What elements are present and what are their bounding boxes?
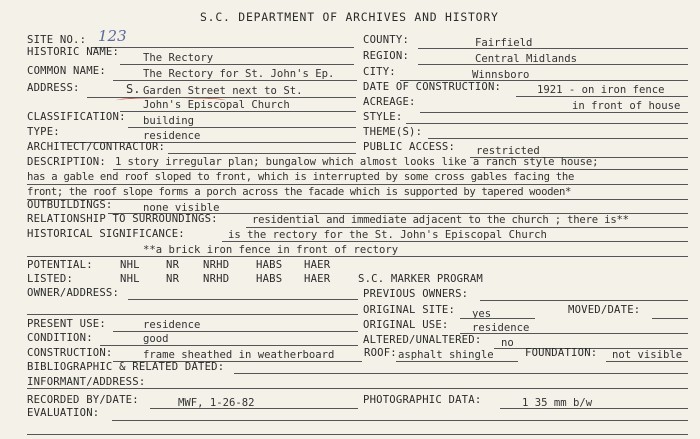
evaluation-line xyxy=(112,420,688,421)
address-line-2 xyxy=(120,111,356,112)
historic-name-line xyxy=(120,64,354,65)
marker-program-label: S.C. MARKER PROGRAM xyxy=(358,273,483,285)
architect-label: ARCHITECT/CONTRACTOR: xyxy=(27,141,166,153)
condition-label: CONDITION: xyxy=(27,332,93,344)
photographic-label: PHOTOGRAPHIC DATA: xyxy=(363,394,482,406)
relationship-line xyxy=(246,227,688,228)
card-title: S.C. DEPARTMENT OF ARCHIVES AND HISTORY xyxy=(200,10,499,24)
classification-line xyxy=(128,127,356,128)
previous-owners-line xyxy=(480,300,688,301)
significance-note: **a brick iron fence in front of rectory xyxy=(143,244,399,256)
evaluation-line-2 xyxy=(27,434,688,435)
site-no-value: 123 xyxy=(98,27,127,45)
potential-haer: HAER xyxy=(304,259,331,271)
owner-label: OWNER/ADDRESS: xyxy=(27,287,120,299)
present-use-label: PRESENT USE: xyxy=(27,318,106,330)
significance-label: HISTORICAL SIGNIFICANCE: xyxy=(27,228,185,240)
address-line-1 xyxy=(87,97,356,98)
description-underline-2 xyxy=(27,184,688,185)
county-value: Fairfield xyxy=(475,37,533,49)
altered-value: no xyxy=(501,337,514,349)
acreage-line xyxy=(420,112,688,113)
date-value: 1921 - on iron fence xyxy=(537,84,665,96)
foundation-line xyxy=(606,361,688,362)
owner-line-2 xyxy=(27,314,358,315)
bibliographic-label: BIBLIOGRAPHIC & RELATED DATED: xyxy=(27,361,225,373)
potential-nhl: NHL xyxy=(120,259,140,271)
informant-line xyxy=(27,388,688,389)
type-value: residence xyxy=(143,130,201,142)
foundation-label: FOUNDATION: xyxy=(525,347,598,359)
region-label: REGION: xyxy=(363,50,410,62)
common-name-line xyxy=(113,80,357,81)
description-line-3: front; the roof slope forms a porch across the facade which is supported by tapered wooden* xyxy=(27,186,571,198)
description-underline-3 xyxy=(27,199,688,200)
outbuildings-label: OUTBUILDINGS: xyxy=(27,199,113,211)
public-access-value: restricted xyxy=(476,145,540,157)
common-name-label: COMMON NAME: xyxy=(27,65,106,77)
moved-date-label: MOVED/DATE: xyxy=(568,304,641,316)
original-site-value: yes xyxy=(472,308,492,320)
county-line xyxy=(418,48,688,49)
acreage-value: in front of house xyxy=(572,100,681,112)
style-line xyxy=(406,123,688,124)
owner-line xyxy=(128,299,358,300)
address-value-2: John's Episcopal Church xyxy=(143,99,290,111)
address-prefix: S. xyxy=(126,82,141,96)
construction-label: CONSTRUCTION: xyxy=(27,347,113,359)
significance-line-2 xyxy=(27,256,688,257)
potential-label: POTENTIAL: xyxy=(27,259,93,271)
description-label: DESCRIPTION: xyxy=(27,156,106,168)
listed-nr: NR xyxy=(166,273,180,285)
architect-line xyxy=(168,153,356,154)
roof-value: asphalt shingle xyxy=(398,349,494,361)
city-label: CITY: xyxy=(363,66,396,78)
outbuildings-value: none visible xyxy=(143,202,220,214)
bibliographic-line xyxy=(234,373,688,374)
relationship-label: RELATIONSHIP TO SURROUNDINGS: xyxy=(27,213,218,225)
informant-label: INFORMANT/ADDRESS: xyxy=(27,376,146,388)
listed-nrhd: NRHD xyxy=(203,273,230,285)
potential-habs: HABS xyxy=(256,259,283,271)
description-line-2: has a gable end roof sloped to front, which is interrupted by some cross gables facing the xyxy=(27,171,575,183)
public-access-label: PUBLIC ACCESS: xyxy=(363,141,456,153)
city-value: Winnsboro xyxy=(472,69,530,81)
foundation-value: not visible xyxy=(612,349,683,361)
condition-line xyxy=(100,345,358,346)
listed-label: LISTED: xyxy=(27,273,74,285)
original-use-value: residence xyxy=(472,322,530,334)
acreage-label: ACREAGE: xyxy=(363,96,416,108)
original-use-label: ORIGINAL USE: xyxy=(363,319,449,331)
address-value-1: Garden Street next to St. xyxy=(143,85,303,97)
moved-date-line xyxy=(652,318,688,319)
listed-nhl: NHL xyxy=(120,273,140,285)
relationship-value: residential and immediate adjacent to the church ; there is** xyxy=(252,214,629,226)
significance-value: is the rectory for the St. John's Episcopal Church xyxy=(228,229,547,241)
theme-label: THEME(S): xyxy=(363,126,423,138)
previous-owners-label: PREVIOUS OWNERS: xyxy=(363,288,469,300)
recorded-line xyxy=(150,408,358,409)
condition-value: good xyxy=(143,333,169,345)
potential-nr: NR xyxy=(166,259,180,271)
region-line xyxy=(418,64,688,65)
photographic-line xyxy=(500,408,688,409)
significance-line xyxy=(222,241,688,242)
potential-nrhd: NRHD xyxy=(203,259,230,271)
present-use-line xyxy=(113,331,358,332)
date-line xyxy=(516,96,688,97)
type-label: TYPE: xyxy=(27,126,60,138)
historic-name-label: HISTORIC NAME: xyxy=(27,46,120,58)
historic-name-value: The Rectory xyxy=(143,52,214,64)
construction-value: frame sheathed in weatherboard xyxy=(143,349,335,361)
original-site-label: ORIGINAL SITE: xyxy=(363,304,456,316)
address-label: ADDRESS: xyxy=(27,82,80,94)
description-line-1: 1 story irregular plan; bungalow which almost looks like a ranch style house; xyxy=(115,156,599,168)
common-name-value: The Rectory for St. John's Ep. xyxy=(143,68,335,80)
site-no-line xyxy=(92,47,354,48)
roof-line xyxy=(396,361,518,362)
listed-habs: HABS xyxy=(256,273,283,285)
original-site-line xyxy=(460,318,535,319)
listed-haer: HAER xyxy=(304,273,331,285)
recorded-label: RECORDED BY/DATE: xyxy=(27,394,139,406)
original-use-line xyxy=(460,333,688,334)
region-value: Central Midlands xyxy=(475,53,578,65)
site-no-label: SITE NO.: xyxy=(27,34,87,46)
description-underline-1 xyxy=(113,169,688,170)
theme-line xyxy=(428,138,688,139)
classification-label: CLASSIFICATION: xyxy=(27,111,126,123)
county-label: COUNTY: xyxy=(363,34,410,46)
classification-value: building xyxy=(143,115,195,127)
evaluation-label: EVALUATION: xyxy=(27,407,100,419)
style-label: STYLE: xyxy=(363,111,403,123)
present-use-value: residence xyxy=(143,319,201,331)
photographic-value: 1 35 mm b/w xyxy=(522,397,593,409)
date-label: DATE OF CONSTRUCTION: xyxy=(363,81,502,93)
recorded-value: MWF, 1-26-82 xyxy=(178,397,255,409)
altered-label: ALTERED/UNALTERED: xyxy=(363,334,482,346)
roof-label: ROOF: xyxy=(364,347,397,359)
